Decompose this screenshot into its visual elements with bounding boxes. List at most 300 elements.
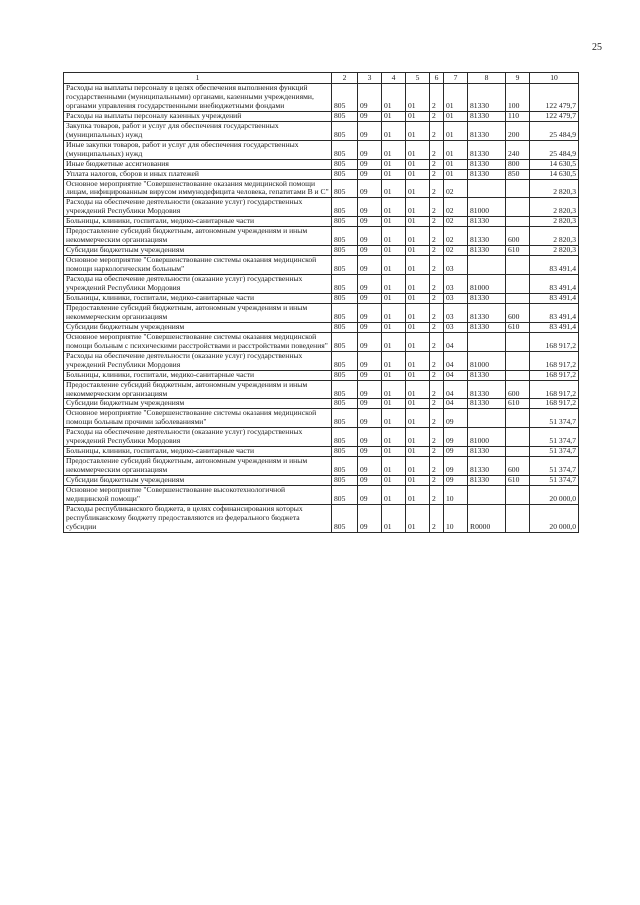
code-target: 81000: [468, 198, 506, 217]
code-ministry: 805: [332, 457, 358, 476]
code-section: 09: [358, 322, 382, 332]
row-name: Больницы, клиники, госпитали, медико-санитарные части: [64, 293, 332, 303]
amount: 122 479,7: [530, 84, 579, 112]
table-row: [64, 140, 579, 159]
code-event: 10: [444, 486, 468, 505]
code-section: 09: [358, 246, 382, 256]
code-target: 81330: [468, 159, 506, 169]
code-expense-type: [506, 256, 530, 275]
row-name: Расходы республиканского бюджета, в целях софинансирования которых республиканскому бюджету предоставляются из федерального бюджета субсидии: [64, 504, 332, 532]
amount: 168 917,2: [530, 380, 579, 399]
table-row: [64, 428, 579, 447]
code-target: 81330: [468, 457, 506, 476]
row-name: Больницы, клиники, госпитали, медико-санитарные части: [64, 447, 332, 457]
row-name: Уплата налогов, сборов и иных платежей: [64, 169, 332, 179]
row-name: Больницы, клиники, госпитали, медико-санитарные части: [64, 217, 332, 227]
code-program: 01: [406, 256, 430, 275]
table-row: [64, 504, 579, 532]
code-event: 01: [444, 84, 468, 112]
code-program: 01: [406, 380, 430, 399]
code-event: 03: [444, 256, 468, 275]
code-subprogram: 2: [430, 409, 444, 428]
code-subsection: 01: [382, 504, 406, 532]
code-section: 09: [358, 111, 382, 121]
code-expense-type: 240: [506, 140, 530, 159]
code-subsection: 01: [382, 159, 406, 169]
code-expense-type: [506, 486, 530, 505]
code-ministry: 805: [332, 159, 358, 169]
amount: 2 820,3: [530, 246, 579, 256]
row-name: Больницы, клиники, госпитали, медико-санитарные части: [64, 370, 332, 380]
code-expense-type: [506, 332, 530, 351]
row-name: Основное мероприятие "Совершенствование системы оказания медицинской помощи больным с психическими расстройствами и расстройствами поведения": [64, 332, 332, 351]
code-program: 01: [406, 140, 430, 159]
code-section: 09: [358, 351, 382, 370]
table-row: [64, 217, 579, 227]
code-ministry: 805: [332, 486, 358, 505]
code-expense-type: 600: [506, 457, 530, 476]
code-section: 09: [358, 457, 382, 476]
code-program: 01: [406, 303, 430, 322]
code-section: 09: [358, 428, 382, 447]
amount: 2 820,3: [530, 179, 579, 198]
code-target: 81330: [468, 447, 506, 457]
code-section: 09: [358, 370, 382, 380]
amount: 2 820,3: [530, 198, 579, 217]
code-program: 01: [406, 84, 430, 112]
table-row: [64, 399, 579, 409]
code-expense-type: 100: [506, 84, 530, 112]
code-target: 81330: [468, 84, 506, 112]
amount: 25 484,9: [530, 140, 579, 159]
amount: 20 000,0: [530, 504, 579, 532]
code-expense-type: [506, 198, 530, 217]
code-subprogram: 2: [430, 140, 444, 159]
code-section: 09: [358, 409, 382, 428]
code-expense-type: [506, 351, 530, 370]
code-event: 01: [444, 111, 468, 121]
code-program: 01: [406, 169, 430, 179]
code-ministry: 805: [332, 351, 358, 370]
row-name: Расходы на выплаты персоналу в целях обеспечения выполнения функций государственными (муниципальными) органами, казенными учреждениями, органами управления государственными внебюджетными фондами: [64, 84, 332, 112]
code-ministry: 805: [332, 246, 358, 256]
code-target: 81000: [468, 428, 506, 447]
code-program: 01: [406, 227, 430, 246]
code-subsection: 01: [382, 457, 406, 476]
code-event: 09: [444, 476, 468, 486]
code-ministry: 805: [332, 476, 358, 486]
code-expense-type: [506, 293, 530, 303]
table-row: [64, 486, 579, 505]
code-subprogram: 2: [430, 447, 444, 457]
row-name: Основное мероприятие "Совершенствование высокотехнологичной медицинской помощи": [64, 486, 332, 505]
code-subsection: 01: [382, 227, 406, 246]
code-section: 09: [358, 217, 382, 227]
code-subprogram: 2: [430, 227, 444, 246]
code-subsection: 01: [382, 332, 406, 351]
code-event: 10: [444, 504, 468, 532]
amount: 122 479,7: [530, 111, 579, 121]
code-section: 09: [358, 447, 382, 457]
amount: 2 820,3: [530, 227, 579, 246]
amount: 168 917,2: [530, 332, 579, 351]
code-expense-type: 610: [506, 322, 530, 332]
code-event: 01: [444, 121, 468, 140]
code-subsection: 01: [382, 409, 406, 428]
code-program: 01: [406, 399, 430, 409]
table-row: [64, 198, 579, 217]
code-expense-type: 600: [506, 303, 530, 322]
table-row: [64, 476, 579, 486]
column-header: 4: [382, 73, 406, 84]
row-name: Субсидии бюджетным учреждениям: [64, 476, 332, 486]
code-expense-type: 610: [506, 476, 530, 486]
amount: 51 374,7: [530, 476, 579, 486]
code-expense-type: [506, 370, 530, 380]
table-row: [64, 179, 579, 198]
code-event: 09: [444, 447, 468, 457]
code-ministry: 805: [332, 179, 358, 198]
code-event: 04: [444, 370, 468, 380]
code-expense-type: [506, 447, 530, 457]
code-subprogram: 2: [430, 217, 444, 227]
code-event: 04: [444, 332, 468, 351]
row-name: Предоставление субсидий бюджетным, автономным учреждениям и иным некоммерческим организациям: [64, 227, 332, 246]
table-row: [64, 246, 579, 256]
code-section: 09: [358, 179, 382, 198]
code-subsection: 01: [382, 111, 406, 121]
code-program: 01: [406, 428, 430, 447]
code-subprogram: 2: [430, 370, 444, 380]
code-target: 81330: [468, 217, 506, 227]
code-target: 81330: [468, 476, 506, 486]
code-section: 09: [358, 399, 382, 409]
row-name: Иные бюджетные ассигнования: [64, 159, 332, 169]
table-row: [64, 293, 579, 303]
code-section: 09: [358, 140, 382, 159]
row-name: Расходы на обеспечение деятельности (оказание услуг) государственных учреждений Республики Мордовия: [64, 428, 332, 447]
code-subsection: 01: [382, 84, 406, 112]
code-program: 01: [406, 447, 430, 457]
code-target: 81330: [468, 293, 506, 303]
code-program: 01: [406, 476, 430, 486]
code-event: 04: [444, 380, 468, 399]
code-target: [468, 332, 506, 351]
column-header: 2: [332, 73, 358, 84]
code-target: 81330: [468, 169, 506, 179]
code-subsection: 01: [382, 169, 406, 179]
code-subprogram: 2: [430, 256, 444, 275]
code-expense-type: 610: [506, 246, 530, 256]
code-section: 09: [358, 169, 382, 179]
table-row: [64, 409, 579, 428]
code-target: 81330: [468, 380, 506, 399]
code-event: 01: [444, 159, 468, 169]
code-ministry: 805: [332, 322, 358, 332]
code-event: 03: [444, 293, 468, 303]
code-ministry: 805: [332, 217, 358, 227]
code-ministry: 805: [332, 303, 358, 322]
table-body: [64, 84, 579, 533]
amount: 168 917,2: [530, 351, 579, 370]
code-subsection: 01: [382, 351, 406, 370]
table-header-row: [64, 73, 579, 84]
code-program: 01: [406, 159, 430, 169]
code-target: 81000: [468, 275, 506, 294]
code-subprogram: 2: [430, 121, 444, 140]
code-subsection: 01: [382, 447, 406, 457]
amount: 83 491,4: [530, 293, 579, 303]
code-program: 01: [406, 275, 430, 294]
code-ministry: 805: [332, 121, 358, 140]
column-header: 3: [358, 73, 382, 84]
code-ministry: 805: [332, 428, 358, 447]
code-subprogram: 2: [430, 380, 444, 399]
row-name: Основное мероприятие "Совершенствование системы оказания медицинской помощи наркологическим больным": [64, 256, 332, 275]
code-program: 01: [406, 457, 430, 476]
amount: 51 374,7: [530, 457, 579, 476]
table-row: [64, 322, 579, 332]
code-section: 09: [358, 332, 382, 351]
code-program: 01: [406, 121, 430, 140]
code-event: 09: [444, 457, 468, 476]
code-section: 09: [358, 504, 382, 532]
code-subprogram: 2: [430, 399, 444, 409]
code-ministry: 805: [332, 380, 358, 399]
amount: 51 374,7: [530, 409, 579, 428]
row-name: Иные закупки товаров, работ и услуг для обеспечения государственных (муниципальных) нужд: [64, 140, 332, 159]
code-target: [468, 256, 506, 275]
amount: 25 484,9: [530, 121, 579, 140]
code-ministry: 805: [332, 293, 358, 303]
row-name: Закупка товаров, работ и услуг для обеспечения государственных (муниципальных) нужд: [64, 121, 332, 140]
code-section: 09: [358, 256, 382, 275]
code-expense-type: [506, 409, 530, 428]
code-section: 09: [358, 476, 382, 486]
code-ministry: 805: [332, 198, 358, 217]
amount: 14 630,5: [530, 169, 579, 179]
code-program: 01: [406, 409, 430, 428]
code-ministry: 805: [332, 84, 358, 112]
code-target: 81330: [468, 370, 506, 380]
code-program: 01: [406, 332, 430, 351]
code-target: 81330: [468, 322, 506, 332]
row-name: Субсидии бюджетным учреждениям: [64, 246, 332, 256]
code-expense-type: 600: [506, 380, 530, 399]
code-ministry: 805: [332, 111, 358, 121]
code-section: 09: [358, 121, 382, 140]
code-expense-type: 800: [506, 159, 530, 169]
code-ministry: 805: [332, 504, 358, 532]
code-section: 09: [358, 293, 382, 303]
code-program: 01: [406, 293, 430, 303]
code-expense-type: 850: [506, 169, 530, 179]
column-header: 1: [64, 73, 332, 84]
row-name: Расходы на обеспечение деятельности (оказание услуг) государственных учреждений Республики Мордовия: [64, 198, 332, 217]
code-subprogram: 2: [430, 159, 444, 169]
code-program: 01: [406, 351, 430, 370]
table-row: [64, 457, 579, 476]
amount: 83 491,4: [530, 303, 579, 322]
code-expense-type: [506, 275, 530, 294]
table-row: [64, 111, 579, 121]
amount: 14 630,5: [530, 159, 579, 169]
page-number: 25: [592, 42, 602, 53]
code-ministry: 805: [332, 169, 358, 179]
code-event: 03: [444, 303, 468, 322]
code-expense-type: 200: [506, 121, 530, 140]
code-event: 02: [444, 246, 468, 256]
code-target: 81330: [468, 111, 506, 121]
code-subsection: 01: [382, 256, 406, 275]
table-row: [64, 303, 579, 322]
row-name: Субсидии бюджетным учреждениям: [64, 322, 332, 332]
code-subsection: 01: [382, 179, 406, 198]
amount: 51 374,7: [530, 428, 579, 447]
code-subprogram: 2: [430, 169, 444, 179]
row-name: Субсидии бюджетным учреждениям: [64, 399, 332, 409]
table-row: [64, 84, 579, 112]
code-program: 01: [406, 246, 430, 256]
row-name: Основное мероприятие "Совершенствование системы оказания медицинской помощи больным прочими заболеваниями": [64, 409, 332, 428]
code-expense-type: 110: [506, 111, 530, 121]
code-expense-type: [506, 504, 530, 532]
code-subsection: 01: [382, 399, 406, 409]
code-program: 01: [406, 322, 430, 332]
amount: 83 491,4: [530, 275, 579, 294]
code-subprogram: 2: [430, 246, 444, 256]
code-target: 81330: [468, 121, 506, 140]
code-program: 01: [406, 111, 430, 121]
code-target: 81330: [468, 303, 506, 322]
row-name: Предоставление субсидий бюджетным, автономным учреждениям и иным некоммерческим организациям: [64, 457, 332, 476]
code-program: 01: [406, 504, 430, 532]
code-event: 02: [444, 198, 468, 217]
code-ministry: 805: [332, 332, 358, 351]
code-subprogram: 2: [430, 275, 444, 294]
code-subprogram: 2: [430, 293, 444, 303]
code-section: 09: [358, 159, 382, 169]
code-ministry: 805: [332, 370, 358, 380]
code-expense-type: 600: [506, 227, 530, 246]
amount: 2 820,3: [530, 217, 579, 227]
code-section: 09: [358, 486, 382, 505]
code-event: 09: [444, 409, 468, 428]
code-subprogram: 2: [430, 111, 444, 121]
code-subprogram: 2: [430, 428, 444, 447]
table-row: [64, 332, 579, 351]
code-section: 09: [358, 275, 382, 294]
code-subprogram: 2: [430, 322, 444, 332]
column-header: 9: [506, 73, 530, 84]
code-subsection: 01: [382, 198, 406, 217]
code-subprogram: 2: [430, 504, 444, 532]
code-target: [468, 179, 506, 198]
code-program: 01: [406, 217, 430, 227]
code-ministry: 805: [332, 256, 358, 275]
column-header: 5: [406, 73, 430, 84]
code-event: 04: [444, 351, 468, 370]
code-target: 81330: [468, 399, 506, 409]
code-subprogram: 2: [430, 84, 444, 112]
code-expense-type: [506, 217, 530, 227]
code-section: 09: [358, 380, 382, 399]
code-expense-type: [506, 179, 530, 198]
table-row: [64, 380, 579, 399]
code-event: 03: [444, 322, 468, 332]
code-ministry: 805: [332, 227, 358, 246]
amount: 51 374,7: [530, 447, 579, 457]
amount: 83 491,4: [530, 322, 579, 332]
table-row: [64, 256, 579, 275]
code-subsection: 01: [382, 140, 406, 159]
code-event: 01: [444, 140, 468, 159]
code-subprogram: 2: [430, 179, 444, 198]
code-ministry: 805: [332, 275, 358, 294]
code-program: 01: [406, 370, 430, 380]
code-program: 01: [406, 486, 430, 505]
row-name: Предоставление субсидий бюджетным, автономным учреждениям и иным некоммерческим организациям: [64, 380, 332, 399]
amount: 20 000,0: [530, 486, 579, 505]
column-header: 6: [430, 73, 444, 84]
code-subsection: 01: [382, 428, 406, 447]
code-target: [468, 486, 506, 505]
code-event: 02: [444, 179, 468, 198]
code-target: 81000: [468, 351, 506, 370]
code-event: 02: [444, 217, 468, 227]
code-target: 81330: [468, 140, 506, 159]
code-target: R0000: [468, 504, 506, 532]
row-name: Расходы на выплаты персоналу казенных учреждений: [64, 111, 332, 121]
code-subprogram: 2: [430, 351, 444, 370]
code-section: 09: [358, 84, 382, 112]
code-section: 09: [358, 227, 382, 246]
code-event: 03: [444, 275, 468, 294]
column-header: 7: [444, 73, 468, 84]
budget-table: [63, 72, 579, 533]
code-target: [468, 409, 506, 428]
code-ministry: 805: [332, 140, 358, 159]
code-subsection: 01: [382, 476, 406, 486]
table-row: [64, 447, 579, 457]
code-subprogram: 2: [430, 476, 444, 486]
code-event: 09: [444, 428, 468, 447]
table-row: [64, 169, 579, 179]
code-subsection: 01: [382, 303, 406, 322]
code-subprogram: 2: [430, 457, 444, 476]
code-section: 09: [358, 303, 382, 322]
code-subprogram: 2: [430, 486, 444, 505]
amount: 168 917,2: [530, 399, 579, 409]
code-subsection: 01: [382, 275, 406, 294]
table-row: [64, 370, 579, 380]
code-subsection: 01: [382, 380, 406, 399]
code-section: 09: [358, 198, 382, 217]
code-subsection: 01: [382, 370, 406, 380]
amount: 83 491,4: [530, 256, 579, 275]
code-subsection: 01: [382, 293, 406, 303]
code-program: 01: [406, 179, 430, 198]
table-row: [64, 351, 579, 370]
code-subsection: 01: [382, 246, 406, 256]
code-event: 02: [444, 227, 468, 246]
code-subsection: 01: [382, 486, 406, 505]
code-event: 04: [444, 399, 468, 409]
code-expense-type: 610: [506, 399, 530, 409]
row-name: Предоставление субсидий бюджетным, автономным учреждениям и иным некоммерческим организациям: [64, 303, 332, 322]
code-ministry: 805: [332, 399, 358, 409]
code-subsection: 01: [382, 322, 406, 332]
